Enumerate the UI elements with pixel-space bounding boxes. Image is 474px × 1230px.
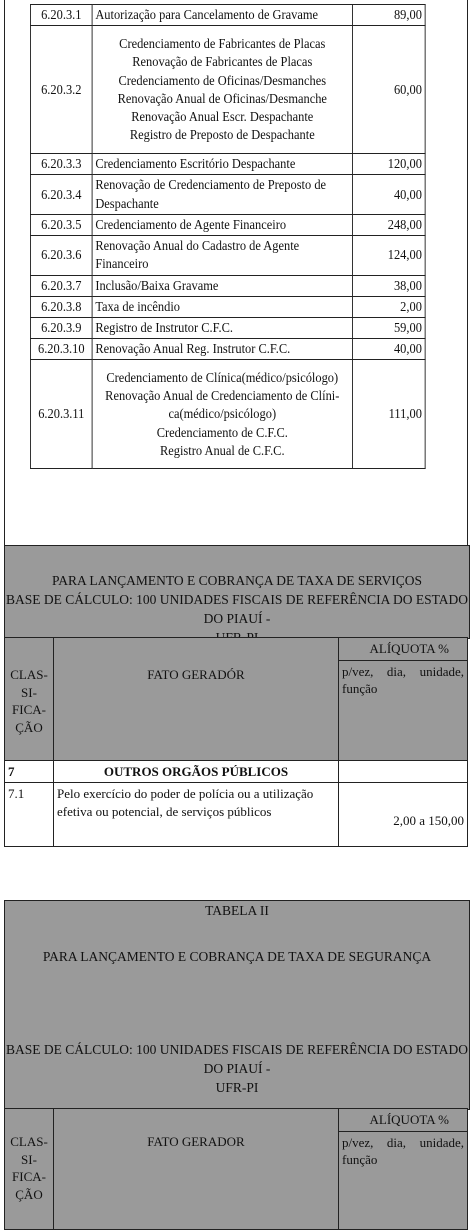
fee-row <box>30 175 425 214</box>
fee-row <box>30 214 425 235</box>
fee-code: 6.20.3.10 <box>30 339 92 360</box>
fee-description-line: Renovação Anual Escr. Despachante <box>131 108 314 124</box>
fee-description-line: ca(médico/psicólogo) <box>168 406 277 422</box>
fee-value: 59,00 <box>352 317 425 338</box>
fee-description <box>92 154 352 175</box>
fee-description-line: Credenciamento de Fabricantes de Placas <box>119 36 326 52</box>
fee-description <box>92 214 352 235</box>
fee-code: 6.20.3.1 <box>30 5 92 26</box>
fee-description <box>92 360 352 469</box>
fee-description <box>92 236 352 275</box>
fee-row <box>30 275 425 296</box>
fee-description-line: Taxa de incêndio <box>95 298 180 314</box>
seguranca-table <box>4 1108 468 1230</box>
fee-description-line: Renovação Anual de Credenciamento de Clíni- <box>105 388 340 404</box>
fee-code: 6.20.3.4 <box>30 175 92 214</box>
fee-description-line: Autorização para Cancelamento de Gravame <box>95 7 319 22</box>
fee-code: 6.20.3.9 <box>30 317 92 338</box>
fato-gerador-header-2: FATO GERADOR <box>54 1109 339 1230</box>
fee-description <box>92 175 352 214</box>
fee-code: 6.20.3.8 <box>30 296 92 317</box>
fee-row <box>30 236 425 275</box>
fee-value: 60,00 <box>352 26 425 154</box>
fee-description-line: Credenciamento de Clínica(médico/psicólogo) <box>106 369 339 385</box>
fee-description-line: Renovação Anual do Cadastro de Agente Financeiro <box>95 238 300 272</box>
fee-description <box>92 317 352 338</box>
servicos-base-calculo: BASE DE CÁLCULO: 100 UNIDADES FISCAIS DE REFERÊNCIA DO ESTADO DO PIAUÍ - <box>5 591 469 626</box>
fee-row <box>30 5 425 26</box>
fee-description-line: Credenciamento de C.F.C. <box>156 424 288 440</box>
seguranca-base-calculo: BASE DE CÁLCULO: 100 UNIDADES FISCAIS DE REFERÊNCIA DO ESTADO DO PIAUÍ - <box>5 1041 469 1076</box>
fee-description <box>92 339 352 360</box>
fee-description <box>92 275 352 296</box>
aliquota-header: ALÍQUOTA % <box>339 638 468 661</box>
fee-value: 40,00 <box>352 175 425 214</box>
fee-description-line: Registro Anual de C.F.C. <box>159 442 285 458</box>
fee-description <box>92 5 352 26</box>
servicos-table <box>4 637 468 847</box>
item-code: 7.1 <box>5 783 54 847</box>
fee-description <box>92 296 352 317</box>
fee-row <box>30 360 425 469</box>
fee-value: 40,00 <box>352 339 425 360</box>
fee-value: 111,00 <box>352 360 425 469</box>
fee-description-line: Renovação Anual Reg. Instrutor C.F.C. <box>95 341 291 357</box>
fee-code: 6.20.3.2 <box>30 26 92 154</box>
page-left-rule <box>4 0 5 545</box>
clas-header: CLAS- SI- FICA- ÇÃO <box>5 638 54 761</box>
tabela-ii-label: TABELA II <box>4 900 470 923</box>
clas-header-2: CLAS- SI- FICA- ÇÃO <box>5 1109 54 1230</box>
group-title: OUTROS ORGÃOS PÚBLICOS <box>54 760 339 783</box>
fee-value: 124,00 <box>352 236 425 275</box>
aliquota-units: p/vez, dia, unidade, função <box>339 660 468 760</box>
group-code: 7 <box>5 760 54 783</box>
fee-description-line: Registro de Instrutor C.F.C. <box>95 319 234 335</box>
fee-description-line: Registro de Preposto de Despachante <box>129 127 315 143</box>
item-value: 2,00 a 150,00 <box>339 783 468 847</box>
fee-row <box>30 154 425 175</box>
fee-value: 89,00 <box>352 5 425 26</box>
fee-description <box>92 26 352 154</box>
fee-value: 2,00 <box>352 296 425 317</box>
fee-description-line: Inclusão/Baixa Gravame <box>95 277 219 293</box>
fee-code: 6.20.3.7 <box>30 275 92 296</box>
fees-table <box>30 4 426 469</box>
fee-description-line: Renovação Anual de Oficinas/Desmanche <box>117 90 327 106</box>
servicos-header <box>4 545 470 639</box>
page-right-rule <box>467 0 468 545</box>
fee-description-line: Credenciamento Escritório Despachante <box>95 156 296 172</box>
seguranca-title: PARA LANÇAMENTO E COBRANÇA DE TAXA DE SEGURANÇA <box>42 949 432 964</box>
item-text: Pelo exercício do poder de polícia ou a utilização efetiva ou potencial, de serviços públicos <box>54 783 339 847</box>
fee-description-line: Credenciamento de Oficinas/Desmanches <box>118 72 327 88</box>
fee-row <box>30 26 425 154</box>
seguranca-header <box>4 921 470 1110</box>
fee-row <box>30 317 425 338</box>
fee-description-line: Credenciamento de Agente Financeiro <box>95 216 287 232</box>
aliquota-header-2: ALÍQUOTA % <box>339 1109 468 1132</box>
fee-row <box>30 339 425 360</box>
fee-code: 6.20.3.3 <box>30 154 92 175</box>
fee-value: 248,00 <box>352 214 425 235</box>
fee-row <box>30 296 425 317</box>
fee-code: 6.20.3.5 <box>30 214 92 235</box>
seguranca-ufr: UFR-PI <box>215 1079 259 1095</box>
aliquota-units-2: p/vez, dia, unidade, função <box>339 1131 468 1229</box>
fee-description-line: Renovação de Fabricantes de Placas <box>132 54 313 70</box>
servicos-title: PARA LANÇAMENTO E COBRANÇA DE TAXA DE SERVIÇOS <box>51 573 423 588</box>
fee-value: 38,00 <box>352 275 425 296</box>
fee-value: 120,00 <box>352 154 425 175</box>
fee-code: 6.20.3.11 <box>30 360 92 469</box>
fee-code: 6.20.3.6 <box>30 236 92 275</box>
fee-description-line: Renovação de Credenciamento de Preposto de Despachante <box>95 177 327 211</box>
fato-gerador-header: FATO GERADÓR <box>54 638 339 761</box>
